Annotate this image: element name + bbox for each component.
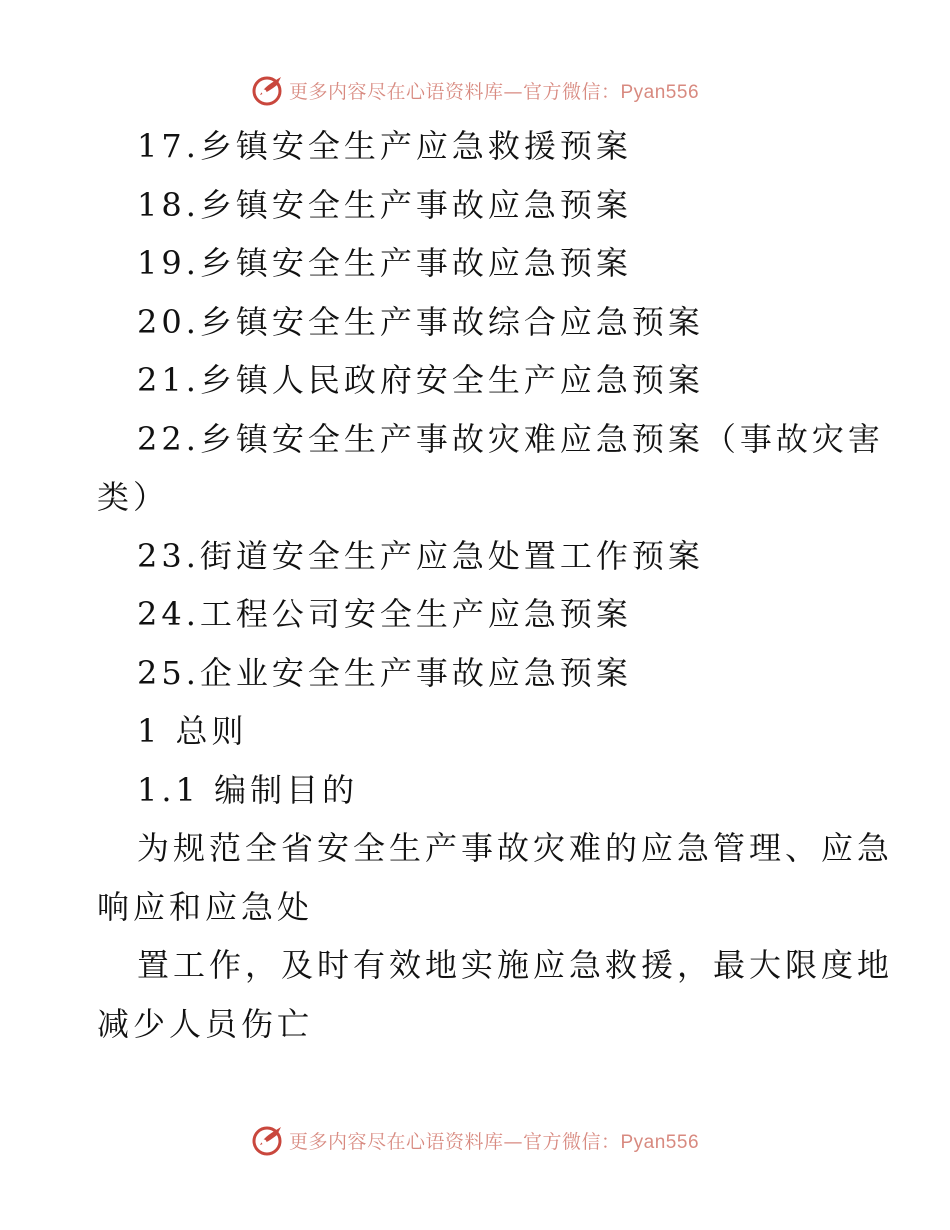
pen-logo-icon (251, 1123, 285, 1157)
subsection-heading: 1.1 编制目的 (137, 770, 359, 809)
body-line: 置工作，及时有效地实施应急救援，最大限度地 (137, 946, 894, 984)
document-body (97, 117, 894, 1053)
footer-banner (0, 1120, 950, 1160)
footer-banner-label: 更多内容尽在心语资料库—官方微信： (288, 1130, 621, 1153)
body-line: 21.乡镇人民政府安全生产应急预案 (137, 361, 704, 399)
header-banner-label: 更多内容尽在心语资料库—官方微信： (288, 80, 621, 103)
body-line: 20.乡镇安全生产事故综合应急预案 (137, 302, 704, 341)
body-line: 24.工程公司安全生产应急预案 (137, 595, 632, 633)
body-line: 18.乡镇安全生产事故应急预案 (137, 185, 632, 224)
header-banner-wechat-id: Pyan556 (620, 81, 700, 103)
footer-banner-wechat-id: Pyan556 (620, 1131, 700, 1153)
body-line: 25.企业安全生产事故应急预案 (137, 653, 632, 692)
pen-logo-icon (251, 73, 285, 107)
footer-banner-text (289, 1127, 699, 1154)
body-line: 17.乡镇安全生产应急救援预案 (137, 127, 632, 165)
body-line: 22.乡镇安全生产事故灾难应急预案（事故灾害 (137, 419, 884, 458)
section-heading: 1 总则 (137, 712, 248, 750)
header-banner-text (289, 77, 699, 104)
body-line: 为规范全省安全生产事故灾难的应急管理、应急 (137, 829, 894, 867)
body-line: 23.街道安全生产应急处置工作预案 (137, 536, 704, 575)
header-banner (0, 70, 950, 110)
body-line: 响应和应急处 (97, 887, 314, 926)
body-line: 类） (97, 478, 170, 516)
body-line: 减少人员伤亡 (97, 1004, 314, 1043)
body-line: 19.乡镇安全生产事故应急预案 (137, 244, 632, 282)
